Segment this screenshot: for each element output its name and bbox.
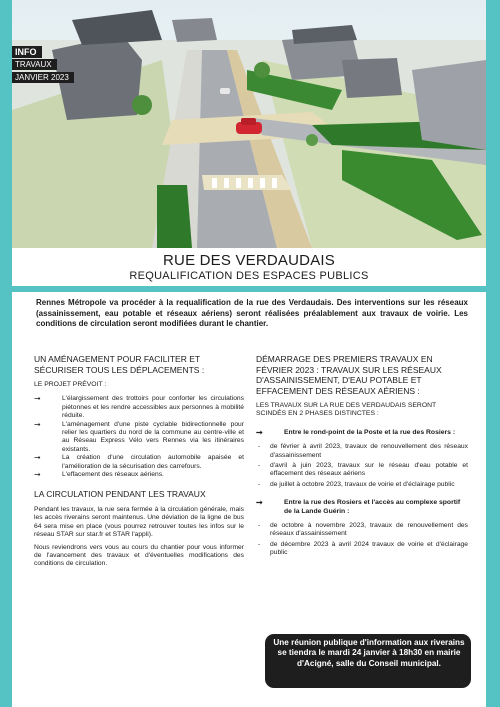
arrow-icon: ➞ <box>256 498 263 508</box>
list-item: ➞ L'élargissement des trottoirs pour conforter les circulations piétonnes et les rendre accessibles aux personnes à mobilité réduite. <box>34 394 244 420</box>
phase2-heading: ➞ Entre la rue des Rosiers et l'accès au complexe sportif de la Lande Guérin : <box>256 498 461 515</box>
arrow-icon: ➞ <box>34 394 41 404</box>
section-heading-amenagement: UN AMÉNAGEMENT POUR FACILITER ET SÉCURISER TOUS LES DÉPLACEMENTS : <box>34 354 205 375</box>
arrow-icon: ➞ <box>34 453 41 463</box>
intro-paragraph: Rennes Métropole va procéder à la requalification de la rue des Verdaudais. Des interventions sur les réseaux (assainissement, eau potable et réseaux aériens) seront réalisées préalablement aux travaux de voirie. Les conditions de circulation seront modifiées durant le chantier. <box>36 298 468 329</box>
list-item: - de février à avril 2023, travaux de renouvellement des réseaux d'assainissement <box>258 443 468 459</box>
info-tag: INFO <box>12 46 42 58</box>
page-title: RUE DES VERDAUDAIS <box>163 252 335 269</box>
phase1-heading: ➞ Entre le rond-point de la Poste et la rue des Rosiers : <box>256 427 456 437</box>
followup-paragraph: Nous reviendrons vers vous au cours du chantier pour vous informer de l'avancement des travaux et d'éventuelles modifications des conditions de circulation. <box>34 543 244 568</box>
list-item: - d'avril à juin 2023, travaux sur le réseau d'eau potable et effacement des réseaux aériens <box>258 462 468 478</box>
list-item: ➞ La création d'une circulation automobile apaisée et l'amélioration de la sécurisation des carrefours. <box>34 453 244 470</box>
arrow-icon: ➞ <box>34 470 41 480</box>
phases-subheading: LES TRAVAUX SUR LA RUE DES VERDAUDAIS SERONT SCINDÉS EN 2 PHASES DISTINCTES : <box>256 402 437 418</box>
list-item: - de juillet à octobre 2023, travaux de voirie et d'éclairage public <box>258 480 455 488</box>
date-tag: JANVIER 2023 <box>12 72 74 83</box>
right-column <box>256 354 468 560</box>
section-heading-circulation: LA CIRCULATION PENDANT LES TRAVAUX <box>34 489 206 500</box>
street-rendering-image <box>12 0 486 248</box>
public-meeting-box: Une réunion publique d'information aux riverains se tiendra le mardi 24 janvier à 18h30 en mairie d'Acigné, salle du Conseil municipal. <box>265 634 471 688</box>
works-tag: TRAVAUX <box>12 59 57 70</box>
section-heading-demarrage: DÉMARRAGE DES PREMIERS TRAVAUX EN FÉVRIER 2023 : TRAVAUX SUR LES RÉSEAUX D'ASSAINISSEMENT, D'EAU POTABLE ET EFFACEMENT DES RÉSEAUX AÉRIENS : <box>256 354 442 396</box>
list-item: ➞ L'aménagement d'une piste cyclable bidirectionnelle pour relier les quartiers du nord de la commune au centre-ville et au Réseau Express Vélo vers Rennes via les itinéraires existants. <box>34 419 244 453</box>
list-item: ➞ L'effacement des réseaux aériens. <box>34 470 164 480</box>
left-column <box>34 354 244 573</box>
arrow-icon: ➞ <box>34 419 41 429</box>
list-item: - de décembre 2023 à avril 2024 travaux de voirie et d'éclairage public <box>258 540 468 557</box>
list-item: - de octobre à novembre 2023, travaux de renouvellement des réseaux d'assainissement <box>258 522 468 538</box>
teal-divider <box>12 286 486 292</box>
circulation-paragraph: Pendant les travaux, la rue sera fermée à la circulation générale, mais les accès riverains seront maintenus. Une déviation de la ligne de bus 64 sera mise en place (vous pourrez retrouver toutes les infos sur le réseau STAR sur star.fr et STAR l'appli). <box>34 505 244 539</box>
page-subtitle: REQUALIFICATION DES ESPACES PUBLICS <box>129 270 369 282</box>
project-subheading: LE PROJET PRÉVOIT : <box>34 381 107 388</box>
flyer-page <box>12 0 486 707</box>
arrow-icon: ➞ <box>256 427 263 437</box>
